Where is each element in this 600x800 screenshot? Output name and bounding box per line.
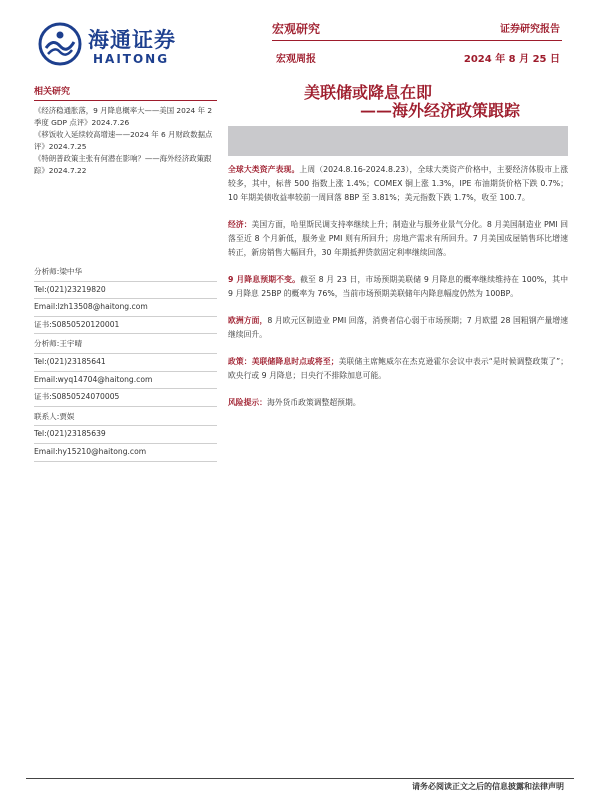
- analyst-name: 分析师:王宇晴: [34, 336, 217, 354]
- paragraph-lead: 全球大类资产表现。: [228, 165, 300, 174]
- contact-name: 联系人:贾娱: [34, 409, 217, 427]
- analyst-contacts: [34, 264, 217, 464]
- analyst-tel: Tel:(021)23185641: [34, 354, 217, 372]
- paragraph-rate-cut: [228, 273, 568, 301]
- analyst-cert: 证书:S0850520120001: [34, 317, 217, 335]
- footer-divider: [26, 778, 574, 779]
- report-header: [0, 0, 600, 78]
- paragraph-economy: [228, 218, 568, 260]
- analyst-email[interactable]: Email:lzh13508@haitong.com: [34, 299, 217, 317]
- report-subtitle: ——海外经济政策跟踪: [360, 101, 521, 120]
- related-item: 《经济稳通胀落，9 月降息概率大——美国 2024 年 2 季度 GDP 点评》2024.7.26: [34, 106, 213, 127]
- analyst-card: [34, 336, 217, 406]
- paragraph-text: 上周（2024.8.16-2024.8.23），全球大类资产价格中，主要经济体股市上涨较多，其中，标普 500 指数上涨 1.4%；COMEX 铜上涨 1.3%，IPE 布油期货价格下跌 0.7%；10 年期美债收益率较前一周回落 8BP 至 3.81%；美元指数下跌 1.7%，收至 100.7。: [228, 165, 569, 202]
- report-category: 宏观研究: [272, 22, 321, 36]
- logo-text-en: HAITONG: [93, 52, 170, 66]
- report-date: 2024 年 8 月 25 日: [463, 54, 560, 65]
- logo-text-cn: 海通证券: [88, 27, 176, 52]
- related-item: 《移饭收入延续较高增速——2024 年 6 月财政数据点评》2024.7.25: [34, 130, 213, 151]
- paragraph-lead: 9 月降息预期不变。: [228, 275, 301, 284]
- related-item: 《特朗普政策主张有何潜在影响？——海外经济政策跟踪》2024.7.22: [34, 154, 212, 175]
- analyst-email[interactable]: Email:wyq14704@haitong.com: [34, 372, 217, 390]
- paragraph-lead: 欧洲方面，: [228, 316, 268, 325]
- report-subcategory: 宏观周报: [276, 54, 316, 65]
- paragraph-asset-performance: [228, 163, 568, 205]
- related-research-title: 相关研究: [34, 87, 71, 97]
- paragraph-text: 8 月欧元区制造业 PMI 回落，消费者信心弱于市场预期；7 月欧盟 28 国粗钢产量增速继续回升。: [228, 316, 568, 339]
- footer-disclaimer: 请务必阅读正文之后的信息披露和法律声明: [412, 782, 564, 791]
- paragraph-lead: 经济：: [228, 220, 252, 229]
- analyst-card: [34, 264, 217, 334]
- analyst-card: [34, 409, 217, 462]
- paragraph-text: 美国方面，哈里斯民调支持率继续上升；制造业与服务业景气分化。8 月美国制造业 PMI 回落至近 8 个月新低，服务业 PMI 则有所回升；房地产需求有所回升。7 月美国成屋销售环比增速转正，新房销售大幅回升，30 年期抵押贷款固定利率继续回落。: [228, 220, 569, 257]
- report-body: [228, 163, 568, 423]
- paragraph-text: 截至 8 月 23 日，市场预期美联储 9 月降息的概率继续维持在 100%，其中 9 月降息 25BP 的概率为 76%，当前市场预期美联储年内降息幅度仍然为 100BP。: [228, 275, 568, 298]
- analyst-cert: 证书:S0850524070005: [34, 389, 217, 407]
- paragraph-text: 海外货币政策调整超预期。: [266, 398, 361, 407]
- paragraph-europe: [228, 314, 568, 342]
- haitong-emblem-icon: [38, 22, 82, 66]
- contact-tel: Tel:(021)23185639: [34, 426, 217, 444]
- report-title: 美联储或降息在即: [304, 83, 433, 102]
- paragraph-lead: 政策：美联储降息时点或将至；: [228, 357, 339, 366]
- sidebar-divider: [34, 100, 217, 101]
- paragraph-policy: [228, 355, 568, 383]
- paragraph-lead: 风险提示：: [228, 398, 267, 407]
- paragraph-text: 美联储主席鲍威尔在杰克逊霍尔会议中表示“是时候调整政策了”；欧央行或 9 月降息；日央行不排除加息可能。: [228, 357, 569, 380]
- sidebar-related-research: [34, 78, 217, 177]
- analyst-name: 分析师:梁中华: [34, 264, 217, 282]
- title-band: [228, 126, 568, 156]
- report-type: 证券研究报告: [500, 24, 560, 35]
- analyst-tel: Tel:(021)23219820: [34, 282, 217, 300]
- contact-email[interactable]: Email:hy15210@haitong.com: [34, 444, 217, 462]
- paragraph-risk: [228, 396, 568, 410]
- header-divider: [272, 40, 562, 41]
- haitong-logo: [38, 22, 198, 68]
